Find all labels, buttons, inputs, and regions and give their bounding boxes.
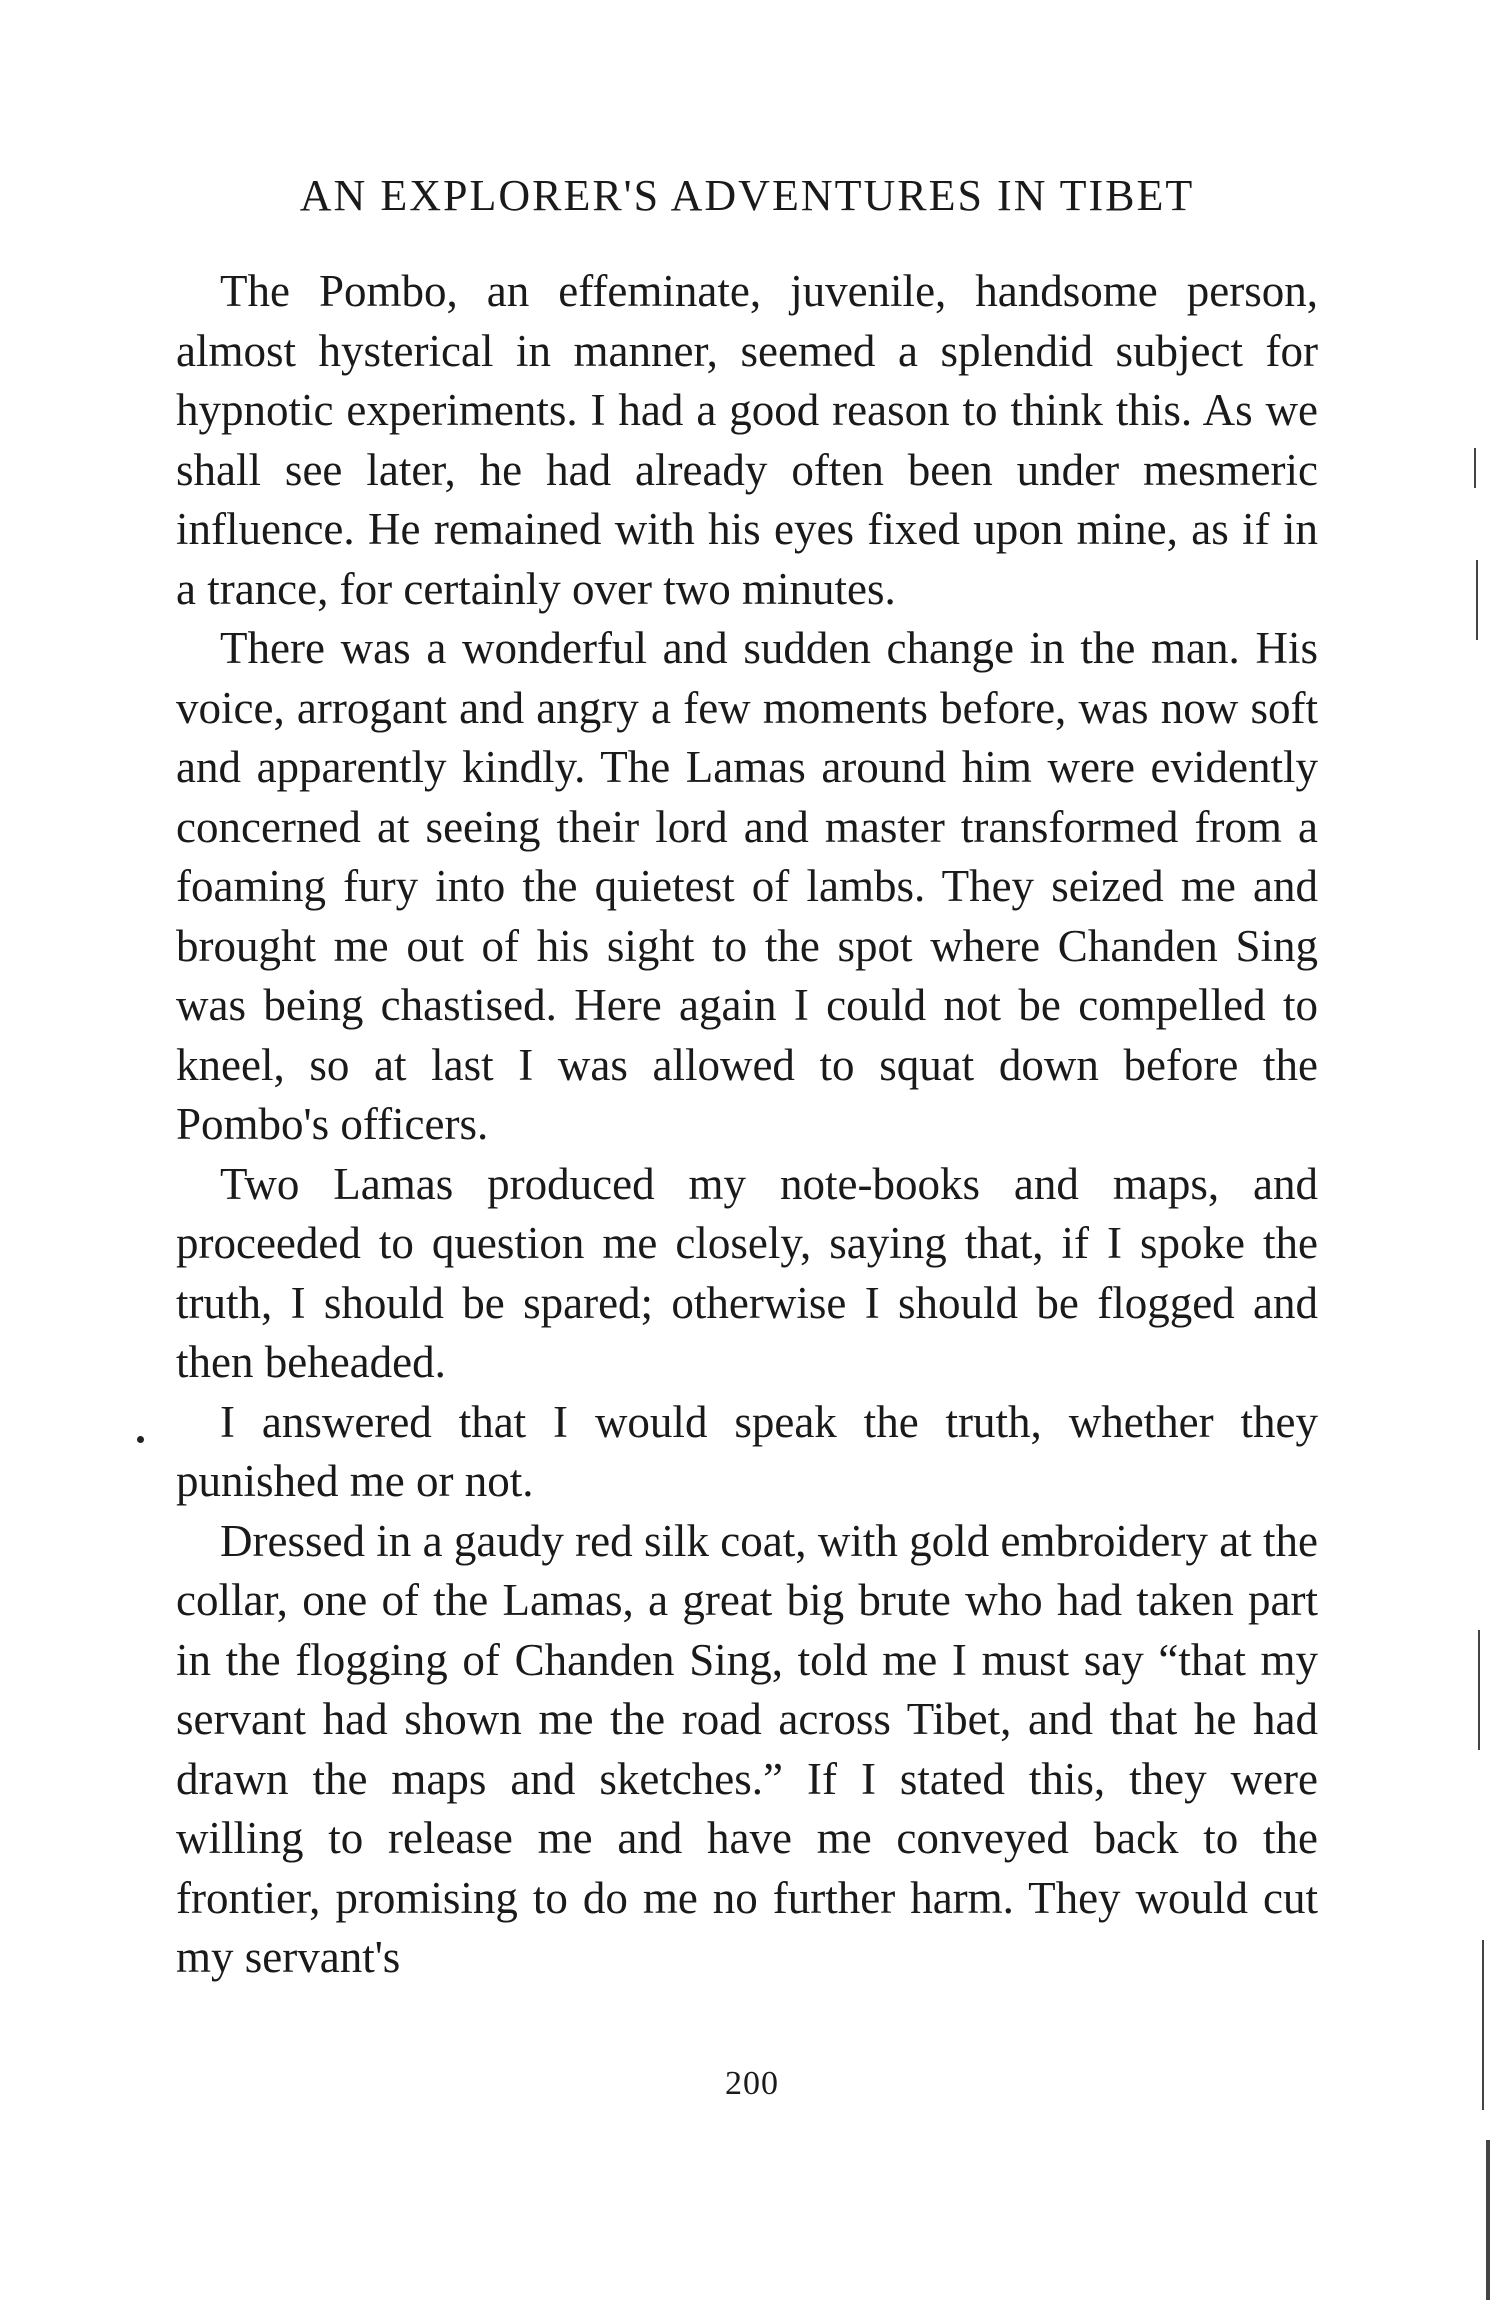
scan-edge-mark bbox=[1482, 1940, 1484, 2110]
running-head: AN EXPLORER'S ADVENTURES IN TIBET bbox=[299, 171, 1195, 220]
paragraph-3: Two Lamas produced my note-books and maps, and proceeded to question me closely, saying that, if I spoke the truth, I should be spared; otherwise I should be flogged and then beheaded. bbox=[176, 1158, 1318, 1387]
paragraph-4: I answered that I would speak the truth, whether they punished me or not. bbox=[176, 1396, 1318, 1506]
body-text bbox=[176, 262, 1318, 1988]
scan-edge-mark bbox=[1486, 2140, 1490, 2300]
scan-dot-mark bbox=[137, 1436, 144, 1443]
paragraph-2: There was a wonderful and sudden change in the man. His voice, arrogant and angry a few moments before, was now soft and apparently kindly. The Lamas around him were evidently concerned at seeing their lord and master transformed from a foaming fury into the quietest of lambs. They seized me and brought me out of his sight to the spot where Chanden Sing was being chastised. Here again I could not be compelled to kneel, so at last I was allowed to squat down before the Pombo's officers. bbox=[176, 623, 1318, 1149]
paragraph-5: Dressed in a gaudy red silk coat, with gold embroidery at the collar, one of the Lamas, a great big brute who had taken part in the flogging of Chanden Sing, told me I must say “that my servant had shown me the road across Tibet, and that he had drawn the maps and sketches.” If I stated this, they were willing to release me and have me conveyed back to the frontier, promising to do me no further harm. They would cut my servant's bbox=[176, 1515, 1318, 1982]
page-number: 200 bbox=[725, 2065, 779, 2102]
scan-edge-mark bbox=[1474, 448, 1476, 488]
scan-edge-mark bbox=[1478, 1630, 1480, 1750]
paragraph-1: The Pombo, an effeminate, juvenile, handsome person, almost hysterical in manner, seemed a splendid subject for hypnotic experiments. I had a good reason to think this. As we shall see later, he had already often been under mesmeric influence. He remained with his eyes fixed upon mine, as if in a trance, for certainly over two minutes. bbox=[176, 266, 1318, 614]
scan-edge-mark bbox=[1476, 560, 1478, 640]
